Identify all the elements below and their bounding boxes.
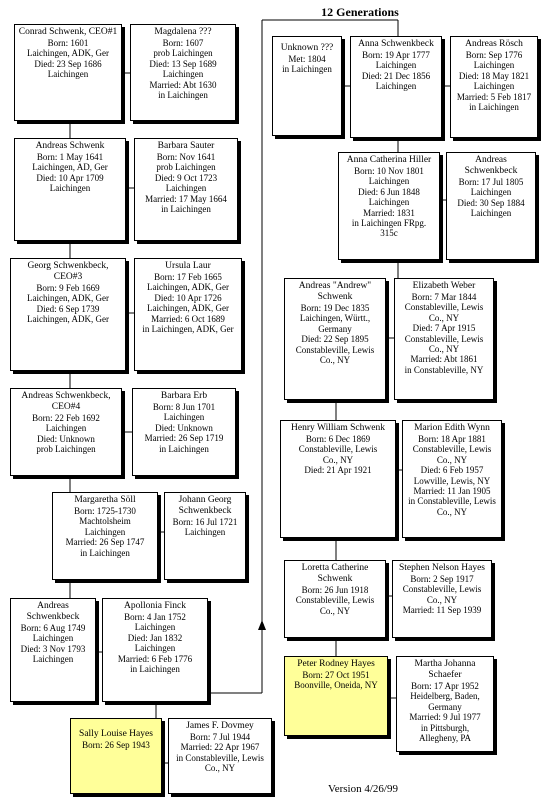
person-card[interactable]: Andreas Schwenkbeck Born: 17 Jul 1805 Laichingen Died: 30 Sep 1884 Laichingen [446,152,536,260]
person-card[interactable]: Barbara Sauter Born: Nov 1641 prob Laichingen Died: 9 Oct 1723 Laichingen Married: 17 May 1664 in Laichingen [134,138,238,241]
person-card-highlighted[interactable]: Peter Rodney Hayes Born: 27 Oct 1951 Boonville, Oneida, NY [284,656,388,736]
person-card[interactable]: Martha Johanna Schaefer Born: 17 Apr 1952 Heidelberg, Baden, Germany Married: 9 Jul 1977 in Pittsburgh, Allegheny, PA [396,656,494,752]
chart-title: 12 Generations [321,5,399,19]
person-card[interactable]: Apollonia Finck Born: 4 Jan 1752 Laichingen Died: Jan 1832 Laichingen Married: 6 Feb 1776 in Laichingen [102,598,208,702]
person-card[interactable]: Andreas Schwenk Born: 1 May 1641 Laichingen, AD, Ger Died: 10 Apr 1709 Laichingen [14,138,126,241]
person-card[interactable]: Conrad Schwenk, CEO#1 Born: 1601 Laichingen, ADK, Ger Died: 23 Sep 1686 Laichingen [14,24,122,121]
person-card[interactable]: Anna Catherina Hiller Born: 10 Nov 1801 Laichingen Died: 6 Jun 1848 Laichingen Married: 1831 in Laichingen FRpg. 315c [338,152,440,260]
person-card[interactable]: Marion Edith Wynn Born: 18 Apr 1881 Constableville, Lewis Co., NY Died: 6 Feb 1957 Lowville, Lewis, NY Married: 11 Jan 1905 in Constableville, Lewis Co., NY [402,420,502,538]
person-card[interactable]: Andreas Schwenkbeck Born: 6 Aug 1749 Laichingen Died: 3 Nov 1793 Laichingen [10,598,96,702]
person-card[interactable]: Unknown ??? Met: 1804 in Laichingen [272,36,342,136]
person-card[interactable]: Georg Schwenkbeck, CEO#3 Born: 9 Feb 1669 Laichingen, ADK, Ger Died: 6 Sep 1739 Laichingen, ADK, Ger [10,258,126,371]
person-card[interactable]: Stephen Nelson Hayes Born: 2 Sep 1917 Constableville, Lewis Co., NY Married: 11 Sep 1939 [392,560,492,638]
person-card[interactable]: Ursula Laur Born: 17 Feb 1665 Laichingen, ADK, Ger Died: 10 Apr 1726 Laichingen, ADK, Ger Married: 6 Oct 1689 in Laichingen, ADK, Ger [134,258,242,371]
version-label: Version 4/26/99 [328,783,398,795]
person-card[interactable]: Johann Georg Schwenkbeck Born: 16 Jul 1721 Laichingen [164,492,246,580]
person-card[interactable]: Andreas Rösch Born: Sep 1776 Laichingen Died: 18 May 1821 Laichingen Married: 5 Feb 1817 in Laichingen [450,36,538,138]
person-card[interactable]: Margaretha Söll Born: 1725-1730 Machtolsheim Laichingen Married: 26 Sep 1747 in Laichingen [52,492,158,580]
person-card[interactable]: Anna Schwenkbeck Born: 19 Apr 1777 Laichingen Died: 21 Dec 1856 Laichingen [350,36,442,138]
person-card[interactable]: Henry William Schwenk Born: 6 Dec 1869 Constableville, Lewis Co., NY Died: 21 Apr 1921 [280,420,396,538]
person-card[interactable]: Barbara Erb Born: 8 Jun 1701 Laichingen Died: Unknown Married: 26 Sep 1719 in Laichingen [132,388,236,476]
person-card[interactable]: James F. Dovmey Born: 7 Jul 1944 Married: 22 Apr 1967 in Constableville, Lewis Co., NY [168,718,272,794]
person-card[interactable]: Elizabeth Weber Born: 7 Mar 1844 Constableville, Lewis Co., NY Died: 7 Apr 1915 Constableville, Lewis Co., NY Married: Abt 1861 in Constableville, NY [394,278,494,400]
person-card-highlighted[interactable]: Sally Louise Hayes Born: 26 Sep 1943 [70,718,162,794]
person-card[interactable]: Andreas "Andrew" Schwenk Born: 19 Dec 1835 Laichingen, Württ., Germany Died: 22 Sep 1895 Constableville, Lewis Co., NY [284,278,386,400]
person-card[interactable]: Magdalena ??? Born: 1607 prob Laichingen Died: 13 Sep 1689 Laichingen Married: Abt 1630 in Laichingen [130,24,236,121]
person-card[interactable]: Andreas Schwenkbeck, CEO#4 Born: 22 Feb 1692 Laichingen Died: Unknown prob Laichingen [10,388,122,476]
arrow-up-icon [258,620,266,630]
person-card[interactable]: Loretta Catherine Schwenk Born: 26 Jun 1918 Constableville, Lewis Co., NY [284,560,386,638]
